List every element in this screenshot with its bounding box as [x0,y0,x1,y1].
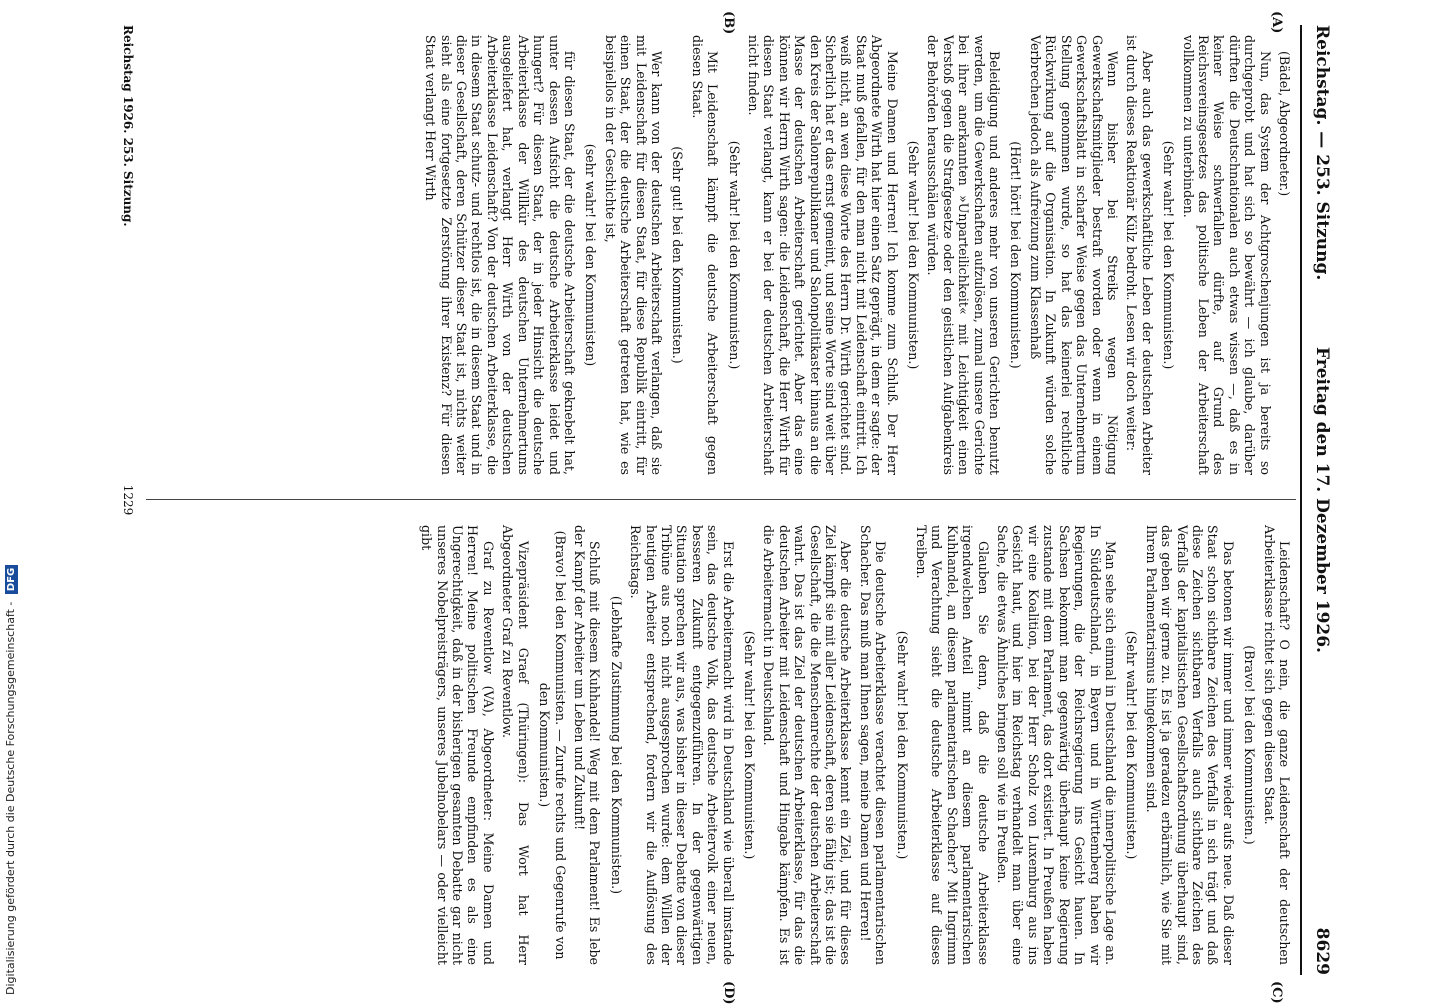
margin-letter-c: (C) [1269,981,1284,1004]
paragraph: Vizepräsident Graef (Thüringen): Das Wort hat Herr Abgeordneter Graf zu Reventlow. [500,525,531,965]
paragraph: für diesen Staat, der die deutsche Arbeiterschaft geknebelt hat, unter dessen Aufsicht die deutsche Arbeiterklasse leidet und hungert? Für diesen Staat, der in jeder Hinsicht die deutsche Arbeiterklasse der Willkür des deutschen Unternehmertums ausgeliefert hat, verlangt Herr Wirth von der deutschen Arbeiterklasse Leidenschaft? Von der deutschen Arbeiterklasse, die in diesem Staat schutz- und rechtlos ist, die in diesem Staat und in dieser Gesellschaft, deren Schützer dieser Staat ist, nichts weiter sieht als eine fortgesetzte Zerstörung ihrer Existenz? Für diesen Staat verlangt Herr Wirth [423,35,577,475]
column-divider [146,499,1296,500]
page-number: 8629 [1312,927,1332,975]
interjection: (Sehr wahr! bei den Kommunisten.) [742,630,757,860]
interjection: (Bravo! bei den Kommunisten. — Zurufe rechts und Gegenrufe von den Kommunisten.) [537,530,568,960]
paragraph: Glauben Sie denn, daß die deutsche Arbeiterklasse irgendwelchen Anteil nimmt an diesem parlamentarischen Kuhhandel, an diesem parlamentarischen Schacher? Mit Ingrimm und Verachtung sieht die deutsche Arbeiterklasse auf dieses Treiben. [914,525,991,965]
paragraph: Das betonen wir immer und immer wieder aufs neue. Daß dieser Staat schon sichtbare Zeichen des Verfalls in sich trägt und daß diese Zeichen sichtbaren Verfalls auch sichtbare Zeichen des Verfalls der kapitalistischen Gesellschaftsordnung überhaupt sind, das geben wir gerne zu. Es ist ja geradezu erbärmlich, wie Sie mit Ihrem Parlamentarismus hingekommen sind. [1143,525,1236,965]
margin-letter-a: (A) [1269,11,1284,34]
margin-letter-d: (D) [721,981,736,1005]
header-date: Freitag den 17. Dezember 1926. [1312,347,1332,653]
interjection: (Lebhafte Zustimmung bei den Kommunisten.) [608,595,624,895]
footer-left: Reichstag 1926. 253. Sitzung. [121,25,135,227]
paragraph: Nun, das System der Achtgroschenjungen ist ja bereits so durchgeprobt und hat sich so bewährt — ich glaube, darüber dürften die Deutschnationalen auch etwas wissen —, daß es in keiner Weise schwerfallen dürfte, auf Grund des Reichsvereinsgesetzes das politische Leben der Arbeiterschaft vollkommen zu unterbinden. [1180,35,1273,475]
paragraph: Leidenschaft? O nein, die ganze Leidenschaft der deutschen Arbeiterklasse richtet sich gegen diesen Staat. [1261,525,1292,965]
dfg-logo: DFG [5,565,18,594]
footer-page-number: 1229 [121,484,135,516]
left-column [419,35,1292,475]
interjection: (sehr wahr! bei den Kommunisten) [583,143,599,367]
paragraph: Erst die Arbeitermacht wird in Deutschland wie überall imstande sein, das deutsche Volk, das deutsche Arbeitervolk einer neuen, besseren Zukunft entgegenzuführen. In der gegenwärtigen Situation sprechen wir aus, was bisher in dieser Debatte von dieser Tribüne aus noch nicht ausgesprochen wurde: dem Willen der heutigen Arbeiter entsprechend, fordern wir die Auflösung des Reichstags. [628,525,736,965]
paragraph: Aber auch das gewerkschaftliche Leben der deutschen Arbeiter ist durch dieses Reaktionär Külz bedroht. Lesen wir doch weiter: [1124,35,1155,475]
paragraph: Die deutsche Arbeiterklasse verachtet diesen parlamentarischen Schacher. Das muß man Ihnen sagen, meine Damen und Herren! [857,525,889,965]
paragraph: Wenn bisher bei Streiks wegen Nötigung Gewerkschaftsmitglieder bestraft worden oder wenn in einem Gewerkschaftsblatt in scharfer Weise gegen das Unternehmertum Stellung genommen wurde, so hat das keinerlei rechtliche Rückwirkung auf die Organisation. In Zukunft würden solche Verbrechen jedoch als Aufreizung zum Klassenhaß [1027,35,1120,475]
paragraph: (Bädel, Abgeordneter.) [1277,51,1292,197]
digitization-note [4,565,18,995]
paragraph: Meine Damen und Herren! Ich komme zum Schluß. Der Herr Abgeordnete Wirth hat hier einen Satz geprägt, in dem er sagte: der Staat muß gefallen, für den man nicht mit Leidenschaft eintritt. Ich weiß nicht, an wen diese Worte des Herrn Dr. Wirth gerichtet sind. Sicherlich hat er das ernst gemeint, und seine Worte sind weit über den Kreis der Salonrepublikaner und Salonpolitikaster hinaus an die Masse der deutschen Arbeiterschaft gerichtet. Aber das eine können wir Herrn Wirth sagen: die Leidenschaft, die Herr Wirth für diesen Staat verlangt, kann er bei der deutschen Arbeiterschaft nicht finden. [746,35,900,475]
paragraph: Schluß mit diesem Kuhhandel! Weg mit dem Parlament! Es lebe der Kampf der Arbeiter um Leben und Zukunft! [571,525,603,965]
paragraph: Graf zu Reventlow (VA), Abgeordneter: Meine Damen und Herren! Meine politischen Freunde empfinden es als eine Ungerechtigkeit, daß in der bisherigen gesamten Debatte gar nicht unseres Nobelpreisträgers, unseres Jubelnobelars — oder vielleicht gibt [419,525,496,965]
paragraph: Beleidigung und anderes mehr von unseren Gerichten benutzt werden, um die Gewerkschaften aufzulösen, zumal unsere Gerichte bei ihrer anerkannten »Unparteilichkeit« mit Leichtigkeit einen Verstoß gegen die Strafgesetze oder den geistlichen Aufgabenkreis der Behörden herausschälen würden. [925,35,1003,475]
paragraph: Man sehe sich einmal in Deutschland die innerpolitische Lage an. In Süddeutschland, in Bayern und in Württemberg haben wir Regierungen, die der Reichsregierung ins Gesicht hauen. In Sachsen bekommt man gegenwärtig überhaupt keine Regierung zustande mit dem Parlament, das dort existiert. In Preußen haben wir eine Koalition, bei der Herr Scholz von Luxemburg aus ins Gesicht haut, und hier im Reichstag verhandelt man über eine Sache, die etwas Ähnliches bringen soll wie in Preußen. [995,525,1118,965]
scanned-page [110,11,1340,1005]
interjection: (Sehr gut! bei den Kommunisten.) [670,146,686,364]
right-column [415,525,1292,965]
interjection: (Sehr wahr! bei den Kommunisten.) [894,630,910,860]
header-rule [1300,25,1302,975]
interjection: (Sehr wahr! bei den Kommunisten.) [1124,630,1140,860]
paragraph: Mit Leidenschaft kämpft die deutsche Arbeiterschaft gegen diesen Staat. [689,35,721,475]
interjection: (Sehr wahr! bei den Kommunisten.) [1161,140,1177,370]
interjection: (Sehr wahr! bei den Kommunisten.) [906,140,922,370]
interjection: (Hört! hört! bei den Kommunisten.) [1008,141,1024,369]
interjection: (Bravo! bei den Kommunisten.) [1242,645,1258,845]
page-header [1300,25,1340,975]
paragraph: Wer kann von der deutschen Arbeiterschaft verlangen, daß sie mit Leidenschaft für diesen Staat, für diese Republik eintritt, für einen Staat, der die deutsche Arbeiterschaft getreten hat, wie es beispiellos in der Geschichte ist, [602,35,664,475]
header-left: Reichstag. — 253. Sitzung. [1312,25,1332,281]
interjection: (Sehr wahr! bei den Kommunisten.) [726,140,742,370]
margin-letter-b: (B) [721,11,736,35]
paragraph: Aber die deutsche Arbeiterklasse kennt ein Ziel, und für dieses Ziel kämpft sie mit aller Leidenschaft, deren sie fähig ist; das ist die Gesellschaft, die die Menschenrechte der deutschen Arbeiterschaft wahrt. Das ist das Ziel der deutschen Arbeiterklasse, für das die deutschen Arbeiter mit Leidenschaft und Hingabe kämpfen. Es ist die Arbeitermacht in Deutschland. [761,525,854,965]
digitization-text: Digitalisierung gefördert durch die Deutsche Forschungsgemeinschaft - [4,601,17,995]
